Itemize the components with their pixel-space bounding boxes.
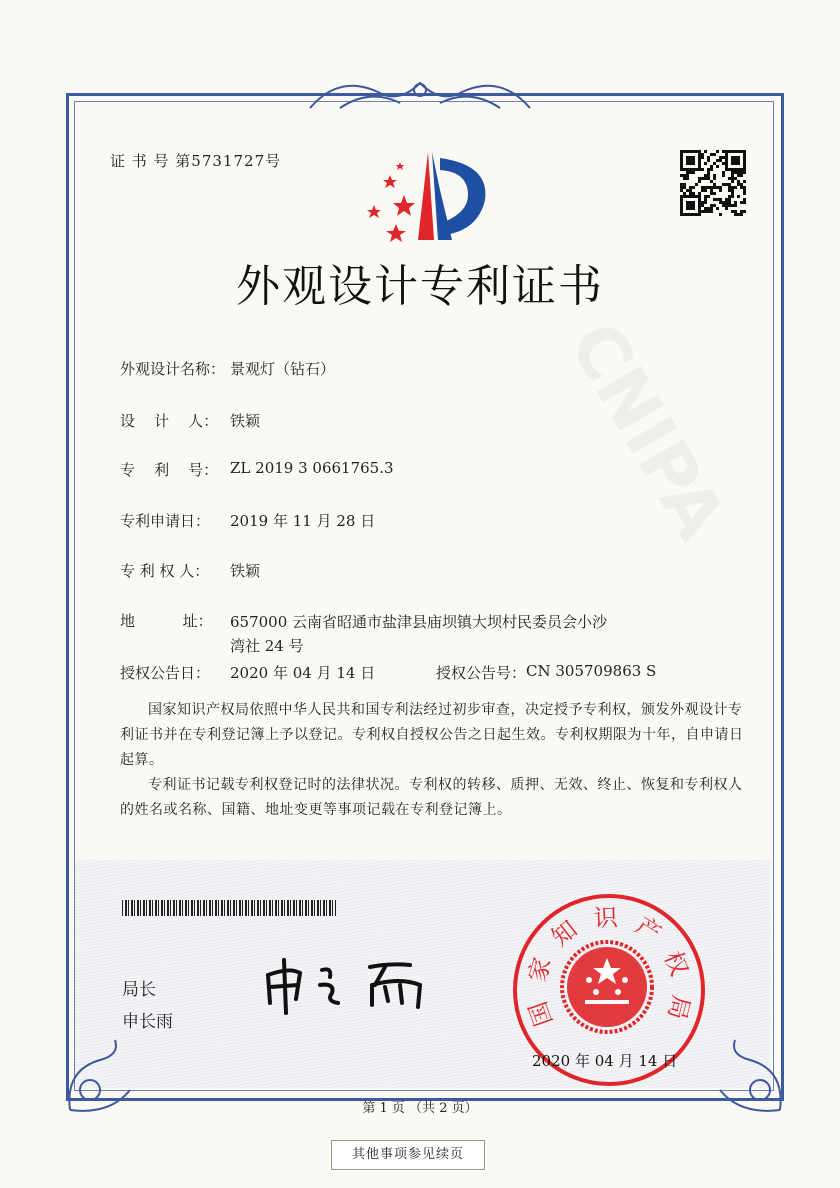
certificate-number: 证 书 号 第5731727号 (110, 152, 282, 170)
field-label: 授权公告日： (120, 664, 211, 682)
field-value: 景观灯（钻石） (230, 360, 336, 378)
handwritten-signature (260, 955, 440, 1015)
body-paragraph: 国家知识产权局依照中华人民共和国专利法经过初步审查，决定授予专利权，颁发外观设计专利证书并在专利登记簿上予以登记。专利权自授权公告之日起生效。专利权期限为十年，自申请日起算。 (120, 702, 744, 768)
field-value: CN 305709863 S (526, 662, 657, 680)
field-value: ZL 2019 3 0661765.3 (230, 459, 394, 477)
cnipa-logo-icon (360, 150, 490, 245)
watermark: CNIPA (553, 308, 742, 554)
field-designer (120, 410, 260, 431)
field-address (120, 610, 607, 658)
qr-code-icon (680, 150, 746, 216)
certificate-title: 外观设计专利证书 (236, 261, 604, 312)
field-value: 2020 年 04 月 14 日 (230, 664, 376, 682)
field-label: 专 利 权 人： (120, 562, 210, 580)
field-label: 设 计 人： (120, 412, 219, 430)
field-value: 铁颖 (230, 562, 261, 580)
field-value: 2019 年 11 月 28 日 (230, 512, 376, 530)
field-patentee (120, 560, 260, 581)
field-label: 专利申请日： (120, 512, 211, 530)
field-label: 外观设计名称： (120, 360, 226, 378)
page-indicator: 第 1 页 （共 2 页） (362, 1101, 478, 1116)
field-label: 专 利 号： (120, 461, 219, 479)
barcode (122, 900, 336, 916)
field-label: 地 址： (120, 612, 213, 630)
field-value-line2: 湾社 24 号 (230, 637, 304, 655)
field-value: 657000 云南省昭通市盐津县庙坝镇大坝村民委员会小沙 (230, 613, 608, 631)
field-label: 授权公告号： (436, 664, 527, 682)
body-paragraph: 专利证书记载专利权登记时的法律状况。专利权的转移、质押、无效、终止、恢复和专利权人的姓名或名称、国籍、地址变更等事项记载在专利登记簿上。 (120, 777, 743, 818)
field-application-date (120, 510, 375, 531)
continued-notice: 其他事项参见续页 (331, 1140, 485, 1170)
field-design-name (120, 358, 335, 379)
top-ornament-icon (300, 68, 540, 118)
signatory-title: 局长 (122, 980, 156, 1000)
seal-date: 2020 年 04 月 14 日 (532, 1052, 678, 1070)
field-patent-number (120, 459, 394, 480)
field-grant-date (120, 662, 656, 683)
field-value: 铁颖 (230, 412, 261, 430)
seal-text-path: 国家知识产权局 (523, 903, 696, 1030)
signatory-name: 申长雨 (122, 1012, 173, 1032)
